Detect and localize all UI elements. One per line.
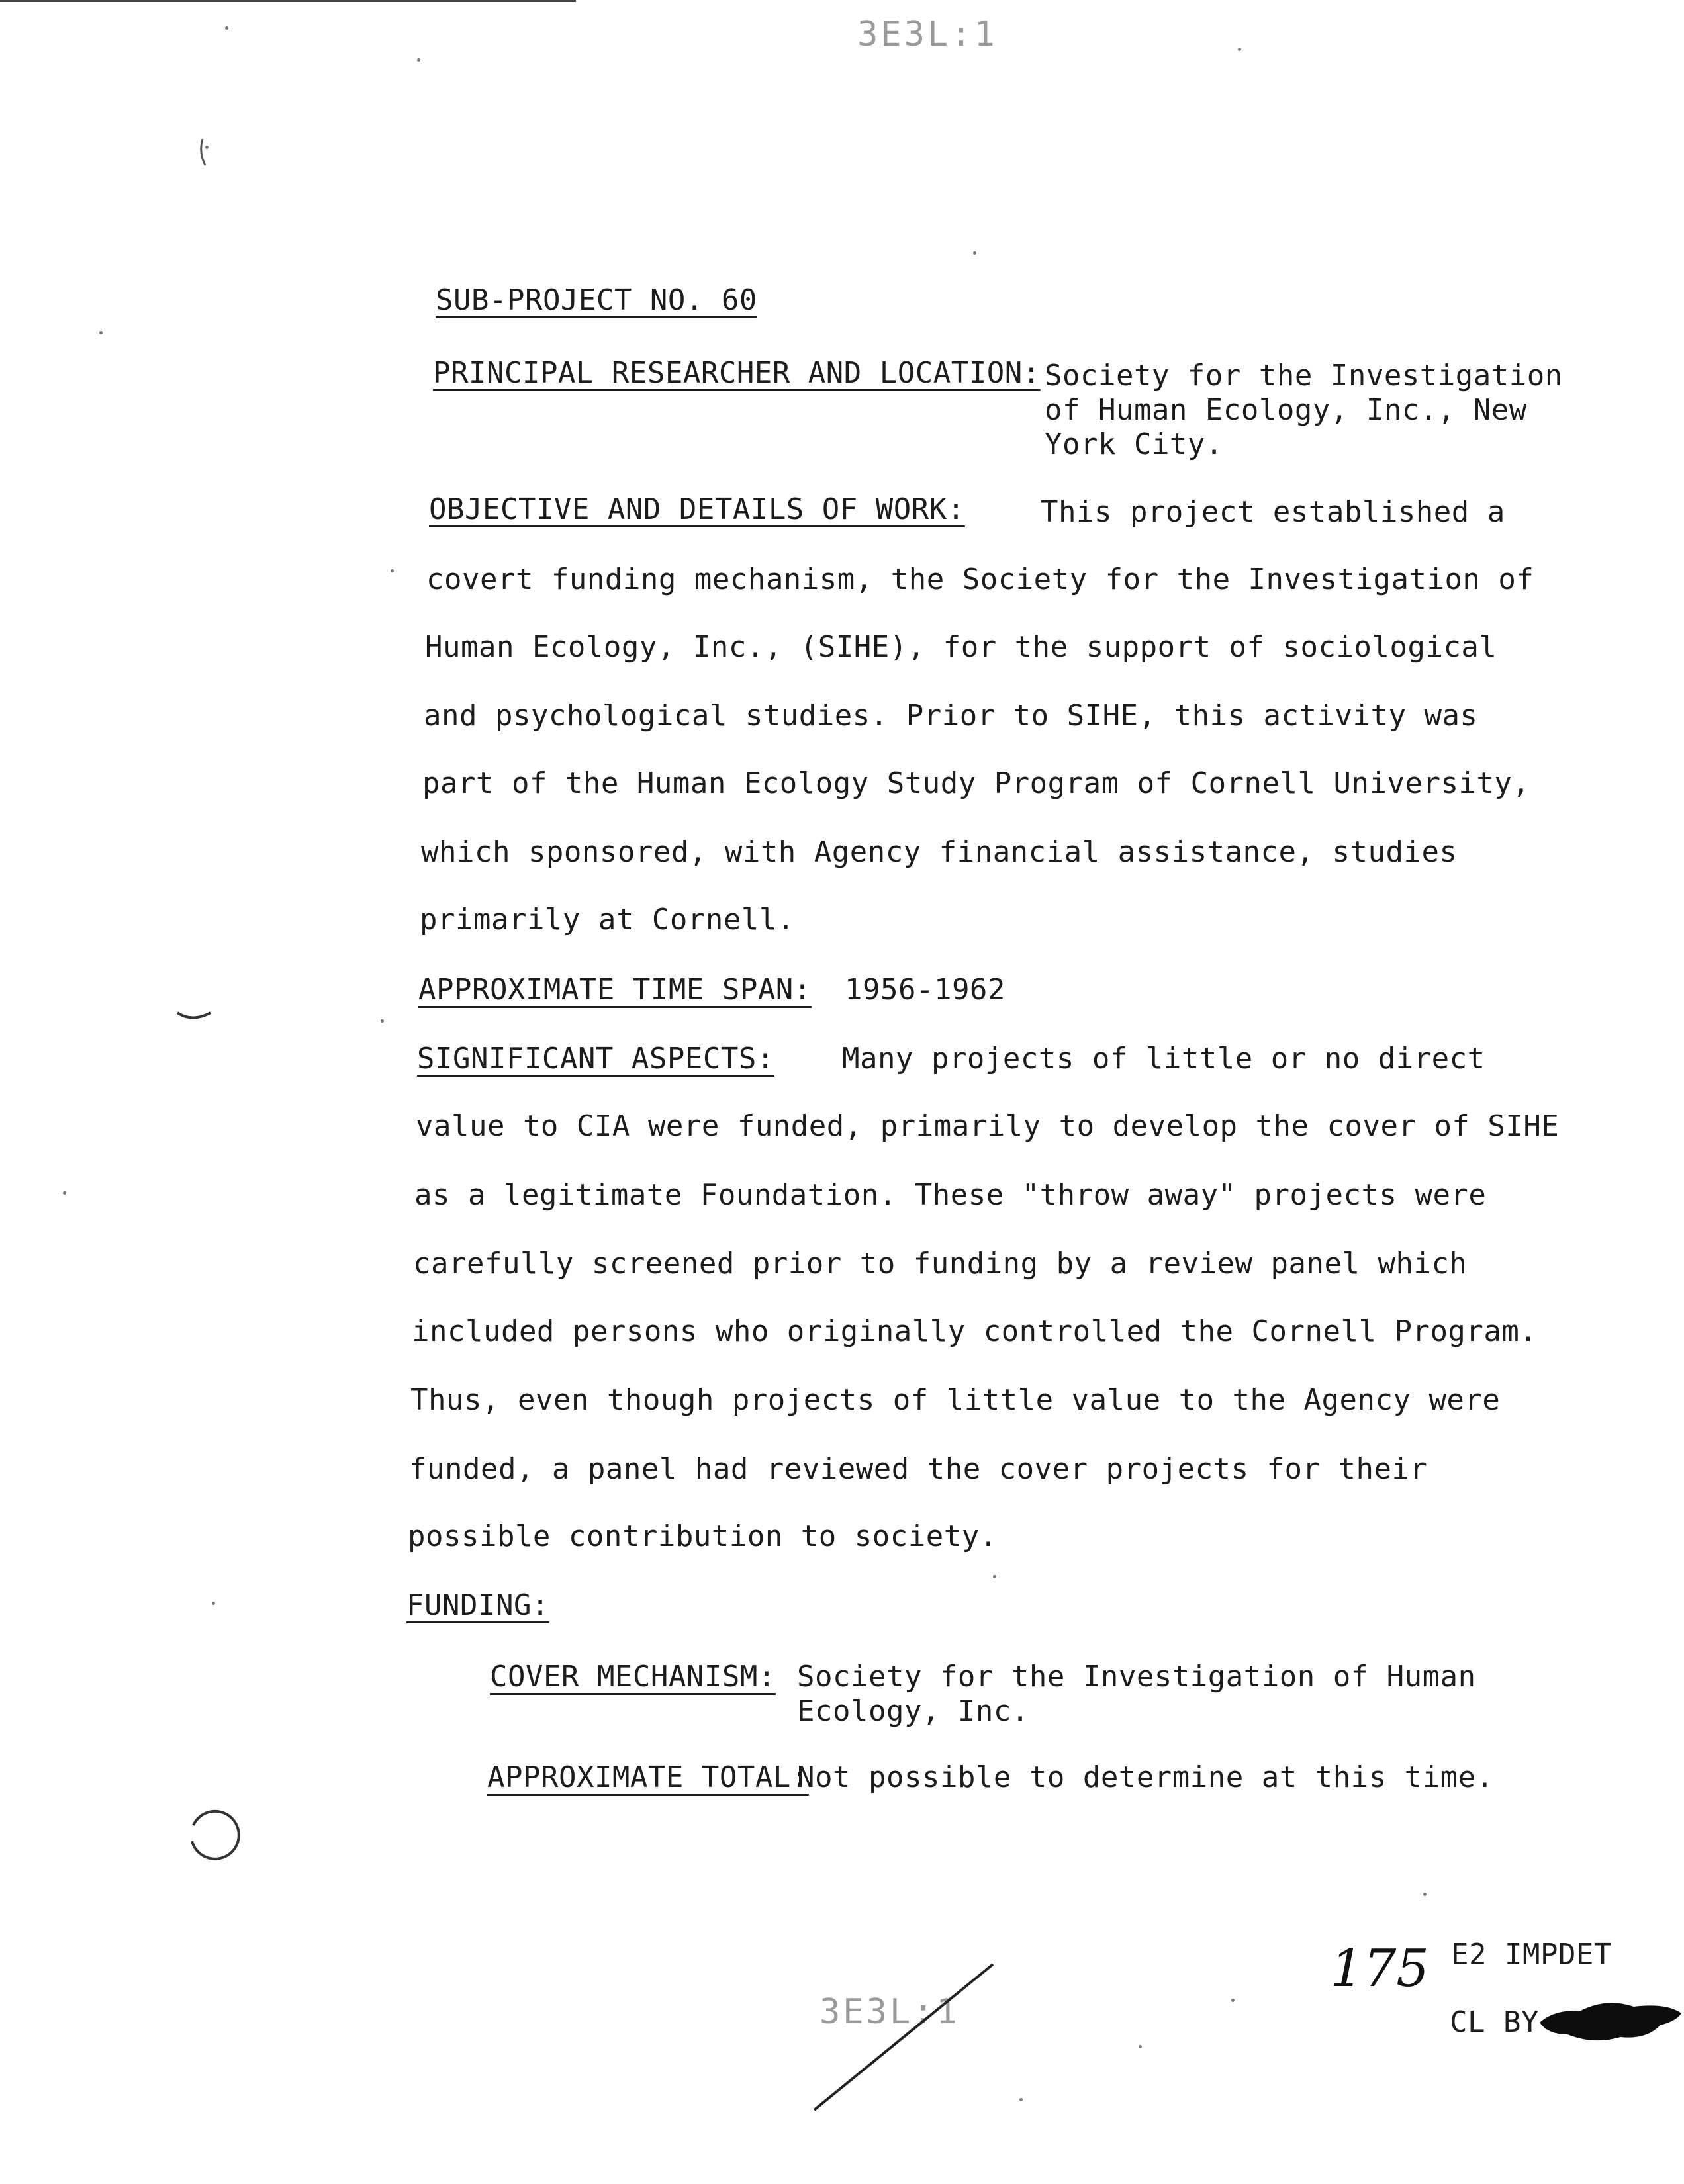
classified-by-line: CL BY (1450, 2005, 1539, 2039)
impdet-line: E2 IMPDET (1451, 1938, 1612, 1972)
scan-speck (1019, 2098, 1023, 2101)
researcher-line: Society for the Investigation (1045, 359, 1563, 392)
significant-line: Thus, even though projects of little value to the Agency were (410, 1383, 1501, 1417)
cover-mechanism-line: Society for the Investigation of Human (797, 1660, 1476, 1694)
significant-line: value to CIA were funded, primarily to develop the cover of SIHE (416, 1109, 1560, 1143)
funding-label: FUNDING: (406, 1588, 549, 1622)
objective-line: which sponsored, with Agency financial assistance, studies (421, 835, 1458, 869)
objective-label: OBJECTIVE AND DETAILS OF WORK: (429, 492, 965, 526)
scan-speck (391, 569, 394, 572)
cover-mechanism-line: Ecology, Inc. (797, 1694, 1029, 1728)
redaction-blot (1534, 1991, 1684, 2050)
scan-speck (973, 251, 976, 255)
time-span-value: 1956-1962 (845, 973, 1006, 1007)
significant-line: carefully screened prior to funding by a review panel which (413, 1247, 1468, 1281)
scan-speck (417, 58, 420, 62)
approximate-total-label: APPROXIMATE TOTAL: (487, 1760, 809, 1794)
scan-speck (1238, 48, 1241, 51)
researcher-line: of Human Ecology, Inc., New (1045, 393, 1527, 427)
scan-speck (1231, 1999, 1235, 2002)
significant-label: SIGNIFICANT ASPECTS: (417, 1042, 774, 1075)
top-stamp: 3E3L:1 (857, 15, 998, 54)
scan-speck (381, 1019, 384, 1023)
objective-line: Human Ecology, Inc., (SIHE), for the support of sociological (425, 630, 1497, 664)
significant-line: included persons who originally controlled the Cornell Program. (412, 1314, 1538, 1348)
time-span-label: APPROXIMATE TIME SPAN: (418, 973, 812, 1007)
approximate-total-value: Not possible to determine at this time. (797, 1760, 1494, 1794)
objective-line: primarily at Cornell. (420, 903, 795, 936)
scan-artifact-marks (0, 0, 265, 2184)
significant-first-line: Many projects of little or no direct (842, 1042, 1485, 1075)
researcher-line: York City. (1045, 428, 1223, 461)
significant-line: possible contribution to society. (408, 1520, 998, 1553)
researcher-label: PRINCIPAL RESEARCHER AND LOCATION: (433, 356, 1041, 390)
cover-mechanism-label: COVER MECHANISM: (490, 1660, 776, 1694)
objective-first-line: This project established a (1041, 495, 1505, 529)
stamp-slash-mark (808, 1959, 1006, 2118)
significant-line: funded, a panel had reviewed the cover projects for their (409, 1452, 1428, 1486)
objective-line: and psychological studies. Prior to SIHE, this activity was (424, 699, 1478, 733)
sub-project-heading: SUB-PROJECT NO. 60 (436, 283, 757, 317)
scan-speck (1139, 2045, 1142, 2048)
handwritten-page-number: 175 (1331, 1939, 1429, 1999)
significant-line: as a legitimate Foundation. These "throw away" projects were (414, 1178, 1487, 1212)
scan-speck (993, 1575, 996, 1578)
scan-speck (1423, 1893, 1427, 1896)
objective-line: covert funding mechanism, the Society for the Investigation of (426, 563, 1534, 596)
objective-line: part of the Human Ecology Study Program of Cornell University, (422, 766, 1530, 800)
bottom-stamp: 3E3L:1 (819, 1992, 960, 2032)
